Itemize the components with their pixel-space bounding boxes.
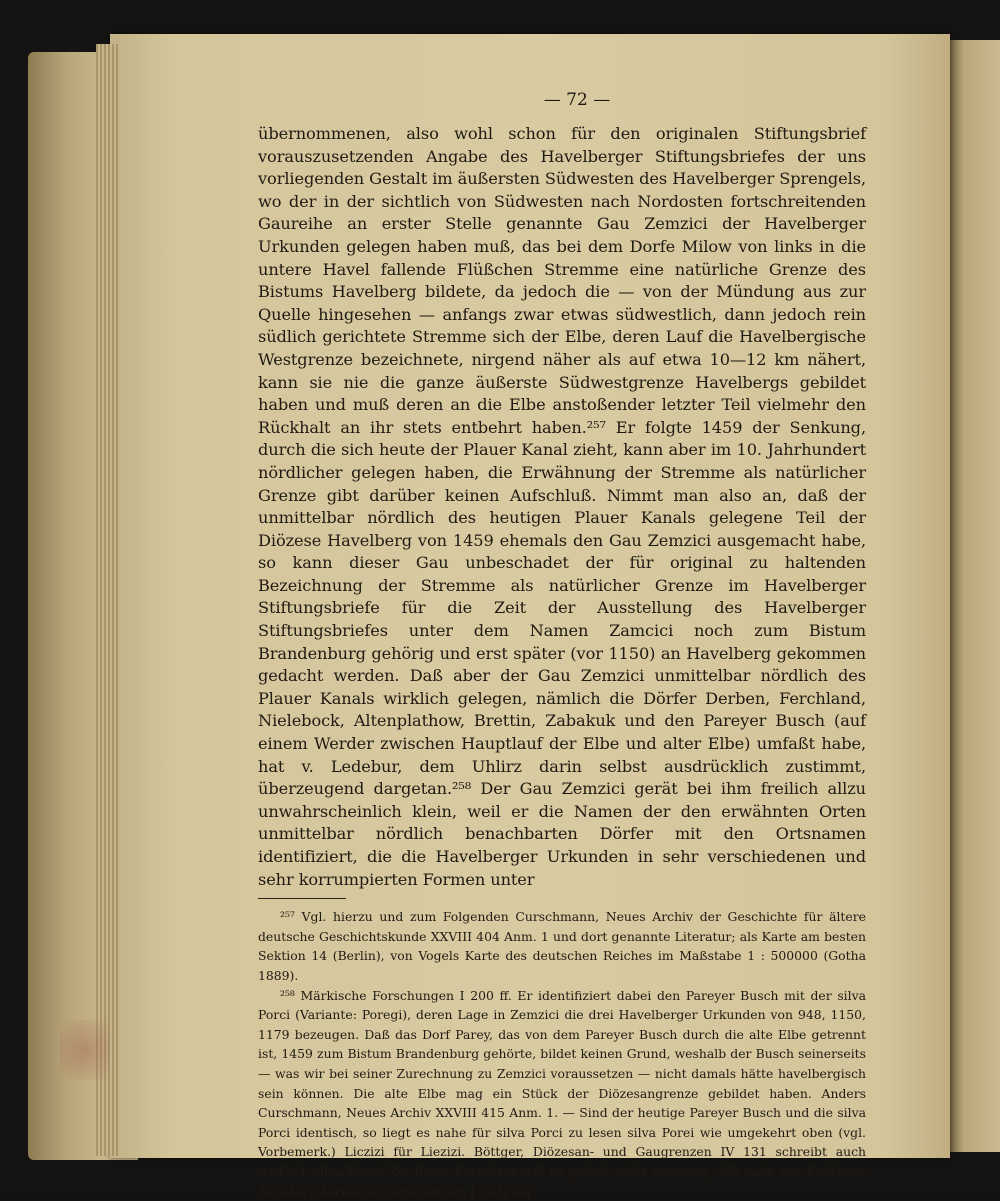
footnote-257: ²⁵⁷ Vgl. hierzu und zum Folgenden Curschmann, Neues Archiv der Geschichte für ältere deutsche Geschichtskunde XXVIII 404 Anm. 1 und dort genannte Literatur; als Karte am besten Sektion 14 (Berlin), von Vogels Karte des deutschen Reiches im Maßstabe 1 : 500000 (Gotha 1889). xyxy=(258,909,866,983)
page-content xyxy=(258,88,866,1201)
page-number: — 72 — xyxy=(543,90,611,110)
facing-page-edge xyxy=(948,40,1000,1152)
footnote-rule xyxy=(258,898,346,899)
paper-stain xyxy=(60,1020,110,1080)
footnotes xyxy=(258,907,866,1201)
page-stack-edge xyxy=(96,44,118,1156)
footnote-258: ²⁵⁸ Märkische Forschungen I 200 ff. Er identifiziert dabei den Pareyer Busch mit der silva Porci (Variante: Poregi), deren Lage in Zemzici die drei Havelberger Urkunden von 948, 1150, 1179 bezeugen. Daß das Dorf Parey, das von dem Pareyer Busch durch die alte Elbe getrennt ist, 1459 zum Bistum Brandenburg gehörte, bildet keinen Grund, weshalb der Busch seinerseits — was wir bei seiner Zurechnung zu Zemzici voraussetzen — nicht damals hätte havelbergisch sein können. Die alte Elbe mag ein Stück der Diözesangrenze gebildet haben. Anders Curschmann, Neues Archiv XXVIII 415 Anm. 1. — Sind der heutige Pareyer Busch und die silva Porci identisch, so liegt es nahe für silva Porci zu lesen silva Porei wie umgekehrt oben (vgl. Vorbemerk.) Liczizi für Liezizi. Böttger, Diözesan- und Gaugrenzen IV 131 schreibt auch wirklich silva Porei. Zu dieser Korrektur will es jedoch nicht stimmen, daß nach von Ledeburs Angabe (Märkische Forschungen I 202) der xyxy=(258,987,866,1199)
body-paragraph: übernommenen, also wohl schon für den originalen Stiftungsbrief vorauszusetzenden Angabe des Havelberger Stiftungsbriefes der uns vorliegenden Gestalt im äußersten Südwesten des Havelberger Sprengels, wo der in der sichtlich von Südwesten nach Nordosten fortschreitenden Gaureihe an erster Stelle genannte Gau Zemzici der Havelberger Urkunden gelegen haben muß, das bei dem Dorfe Milow von links in die untere Havel fallende Flüßchen Stremme eine natürliche Grenze des Bistums Havelberg bildete, da jedoch die — von der Mündung aus zur Quelle hingesehen — anfangs zwar etwas südwestlich, dann jedoch rein südlich gerichtete Stremme sich der Elbe, deren Lauf die Havelbergische Westgrenze bezeichnete, nirgend näher als auf etwa 10—12 km nähert, kann sie nie die ganze äußerste Südwestgrenze Havelbergs gebildet haben und muß deren an die Elbe anstoßender letzter Teil vielmehr den Rückhalt an ihr stets entbehrt haben.²⁵⁷ Er folgte 1459 der Senkung, durch die sich heute der Plauer Kanal zieht, kann aber im 10. Jahrhundert nördlicher gelegen haben, die Erwähnung der Stremme als natürlicher Grenze gibt darüber keinen Aufschluß. Nimmt man also an, daß der unmittelbar nördlich des heutigen Plauer Kanals gelegene Teil der Diözese Havelberg von 1459 ehemals den Gau Zemzici ausgemacht habe, so kann dieser Gau unbeschadet der für original zu haltenden Bezeichnung der Stremme als natürlicher Grenze im Havelberger Stiftungsbriefe für die Zeit der Ausstellung des Havelberger Stiftungsbriefes unter dem Namen Zamcici noch zum Bistum Brandenburg gehörig und erst später (vor 1150) an Havelberg gekommen gedacht werden. Daß aber der Gau Zemzici unmittelbar nördlich des Plauer Kanals wirklich gelegen, nämlich die Dörfer Derben, Ferchland, Nielebock, Altenplathow, Brettin, Zabakuk und den Pareyer Busch (auf einem Werder zwischen Hauptlauf der Elbe und alter Elbe) umfaßt habe, hat v. Ledebur, dem Uhlirz darin selbst ausdrücklich zustimmt, überzeugend dargetan.²⁵⁸ Der Gau Zemzici gerät bei ihm freilich allzu unwahrscheinlich klein, weil er die Namen der den erwähnten Orten unmittelbar nördlich benachbarten Dörfer mit den Ortsnamen identifiziert, die die Havelberger Urkunden in sehr verschiedenen und sehr korrumpierten Formen unter xyxy=(258,124,866,889)
body-text xyxy=(258,123,866,891)
